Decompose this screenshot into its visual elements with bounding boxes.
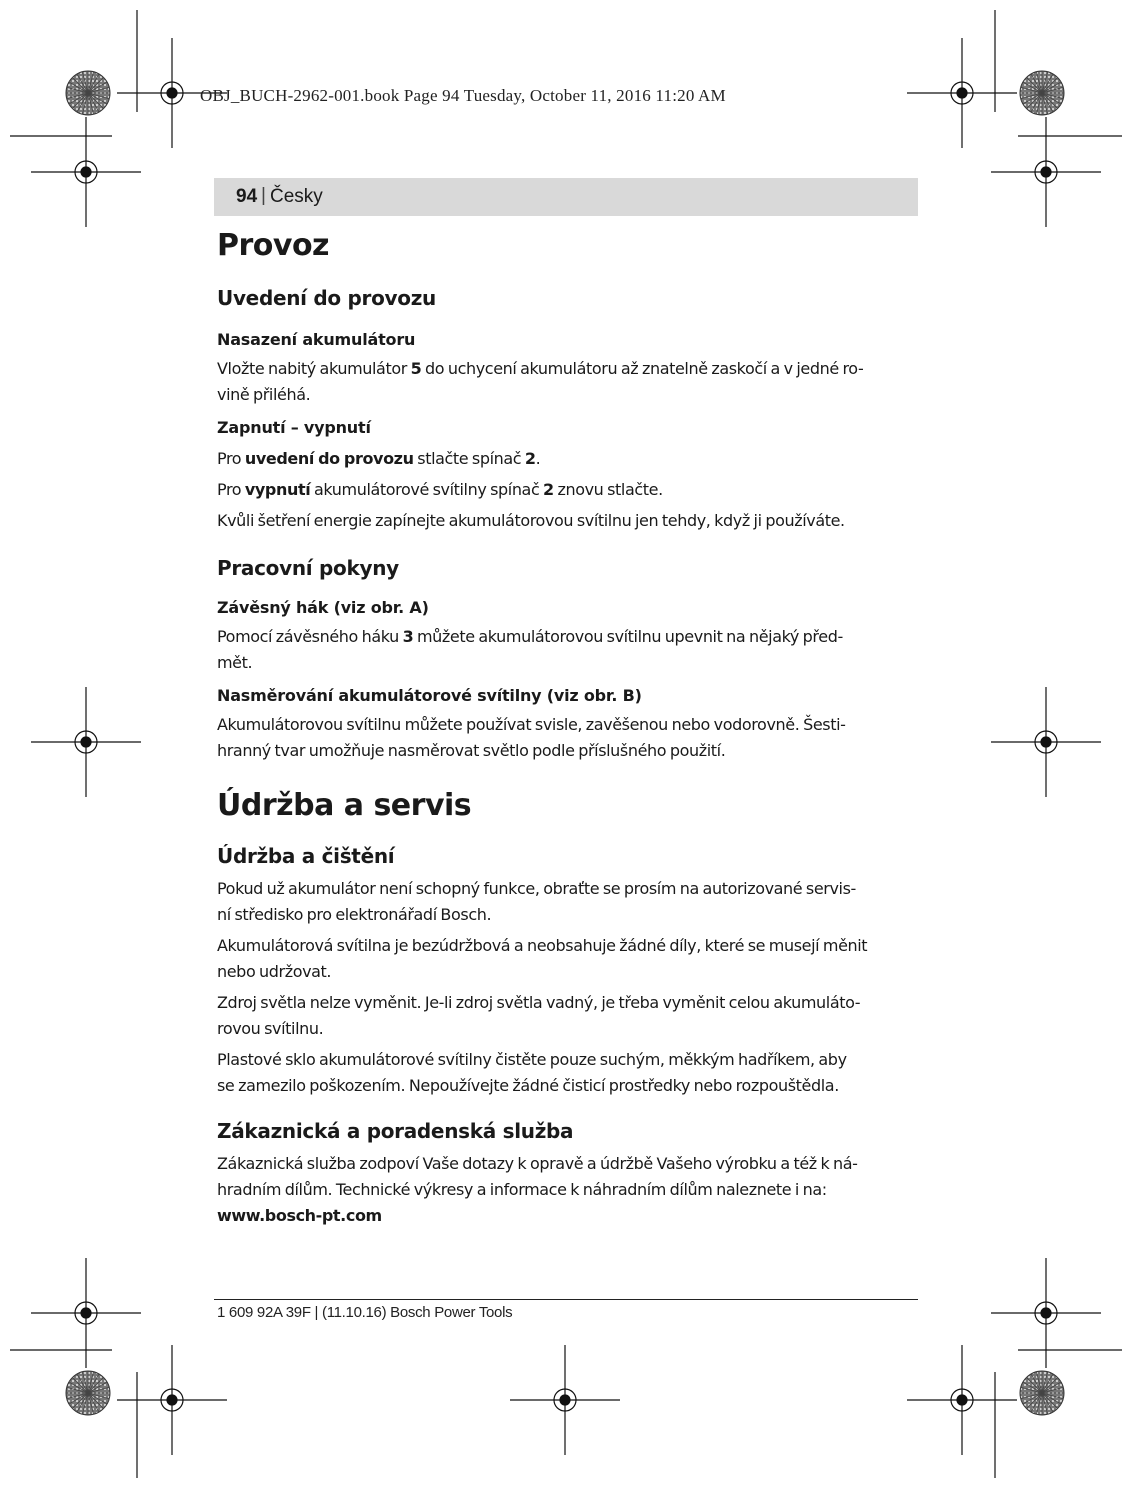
heading-provoz: Provoz — [217, 228, 330, 263]
registration-crosshair — [31, 117, 141, 227]
heading-pokyny: Pracovní pokyny — [217, 556, 399, 580]
header-language: Česky — [270, 186, 323, 207]
color-target-icon — [1020, 1371, 1064, 1415]
page-number: 94 — [236, 186, 258, 207]
paragraph-zapnuti-2: Pro vypnutí akumulátorové svítilny spínač 2 znovu stlačte. — [217, 480, 663, 499]
color-target-icon — [1020, 71, 1064, 115]
page-content — [217, 226, 917, 1229]
header-separator: | — [261, 185, 266, 206]
registration-crosshair — [31, 687, 141, 797]
heading-uvedeni: Uvedení do provozu — [217, 286, 436, 310]
paragraph-zapnuti-3: Kvůli šetření energie zapínejte akumulátorovou svítilnu jen tehdy, když ji používáte. — [217, 511, 845, 530]
paragraph-cisteni-4: Plastové sklo akumulátorové svítilny čistěte pouze suchým, měkkým hadříkem, aby se zamezilo poškozením. Nepoužívejte žádné čisticí prostředky nebo rozpouštědla. — [217, 1050, 847, 1095]
paragraph-zapnuti-1: Pro uvedení do provozu stlačte spínač 2. — [217, 449, 541, 468]
footer-rule — [214, 1299, 918, 1300]
registration-crosshair — [510, 1345, 620, 1455]
paragraph-cisteni-1: Pokud už akumulátor není schopný funkce, obraťte se prosím na autorizované servis- ní středisko pro elektronářadí Bosch. — [217, 879, 856, 924]
heading-cisteni: Údržba a čištění — [217, 844, 395, 868]
heading-nasazeni: Nasazení akumulátoru — [217, 330, 416, 349]
registration-crosshair — [991, 687, 1101, 797]
print-slug-line: OBJ_BUCH-2962-001.book Page 94 Tuesday, October 11, 2016 11:20 AM — [200, 86, 726, 105]
registration-crosshair — [907, 38, 1017, 148]
heading-zakaznicka: Zákaznická a poradenská služba — [217, 1119, 574, 1143]
paragraph-cisteni-3: Zdroj světla nelze vyměnit. Je-li zdroj světla vadný, je třeba vyměnit celou akumuláto- rovou svítilnu. — [217, 993, 861, 1038]
paragraph-nasazeni: Vložte nabitý akumulátor 5 do uchycení akumulátoru až znatelně zaskočí a v jedné ro- vině přiléhá. — [217, 359, 864, 404]
color-target-icon — [66, 71, 110, 115]
paragraph-cisteni-2: Akumulátorová svítilna je bezúdržbová a neobsahuje žádné díly, které se musejí měnit nebo udržovat. — [217, 936, 868, 981]
heading-nasmerovani: Nasměrování akumulátorové svítilny (viz obr. B) — [217, 686, 642, 705]
bosch-website-link[interactable]: www.bosch-pt.com — [217, 1206, 382, 1225]
paragraph-nasmerovani: Akumulátorovou svítilnu můžete používat svisle, zavěšenou nebo vodorovně. Šesti- hranný tvar umožňuje nasměrovat světlo podle příslušného použití. — [217, 715, 846, 760]
paragraph-hak: Pomocí závěsného háku 3 můžete akumulátorovou svítilnu upevnit na nějaký před- mět. — [217, 627, 843, 672]
registration-crosshair — [991, 117, 1101, 227]
registration-crosshair — [117, 1345, 227, 1455]
paragraph-zakaznicka: Zákaznická služba zodpoví Vaše dotazy k opravě a údržbě Vašeho výrobku a též k ná- hradním dílům. Technické výkresy a informace k náhradním dílům naleznete i na: www.bosch-pt.com — [217, 1154, 858, 1225]
registration-crosshair — [31, 1258, 141, 1368]
registration-crosshair — [991, 1258, 1101, 1368]
page-header-bar — [214, 178, 918, 216]
registration-crosshair — [907, 1345, 1017, 1455]
heading-hak: Závěsný hák (viz obr. A) — [217, 598, 429, 617]
heading-udrzba: Údržba a servis — [217, 788, 472, 823]
heading-zapnuti: Zapnutí – vypnutí — [217, 418, 371, 437]
color-target-icon — [66, 1371, 110, 1415]
page-footer: 1 609 92A 39F | (11.10.16) Bosch Power Tools — [217, 1304, 513, 1321]
